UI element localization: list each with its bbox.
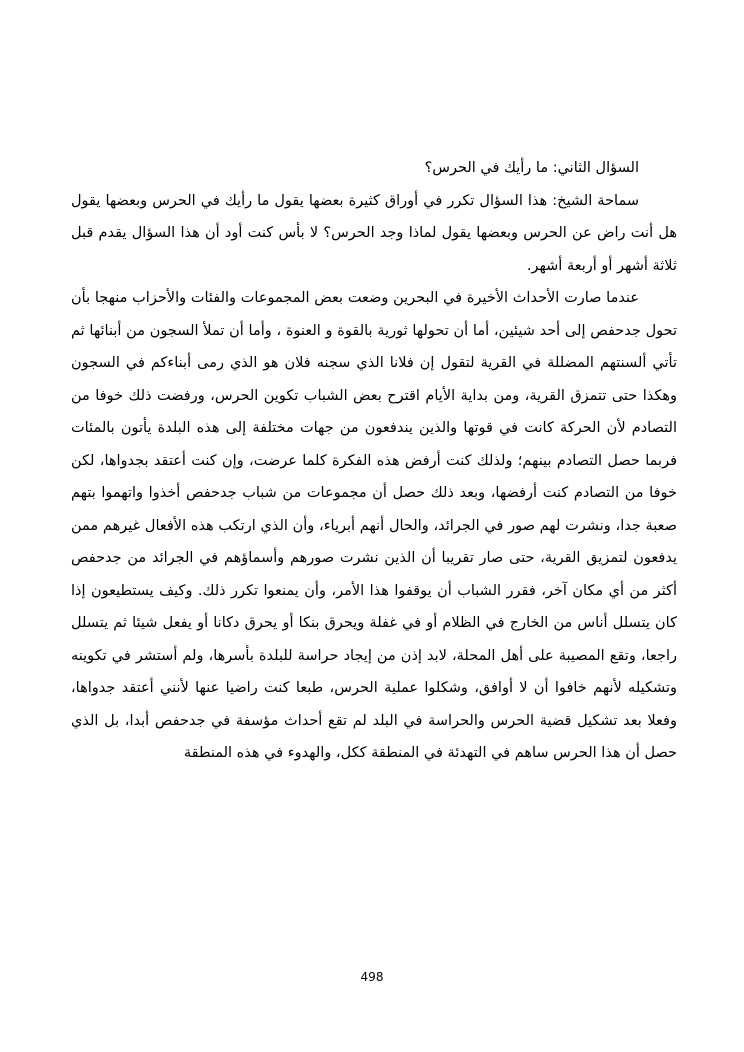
- body-text: [71, 152, 677, 770]
- question-heading: السؤال الثاني: ما رأيك في الحرس؟: [424, 160, 639, 176]
- body-paragraph: عندما صارت الأحداث الأخيرة في البحرين وضعت بعض المجموعات والفئات والأحزاب منهجا بأن تحول جدحفص إلى أحد شيئين، أما أن تحولها ثورية بالقوة و العنوة ، وأما أن تملأ السجون من أبنائها ثم تأتي ألسنتهم المضللة في القرية لتقول إن فلانا الذي سجنه فلان هو الذي رمى أبناءكم في السجون وهكذا حتى تتمزق القرية، ومن بداية الأيام اقترح بعض الشباب تكوين الحرس، ورفضت ذلك خوفا من التصادم لأن الحركة كانت في قوتها والذين يندفعون من جهات مختلفة إلى هذه البلدة يأتون بالمئات فربما حصل التصادم بينهم؛ ولذلك كنت أرفض هذه الفكرة كلما عرضت، وإن كنت أعتقد بجدواها، لكن خوفا من التصادم كنت أرفضها، وبعد ذلك حصل أن مجموعات من شباب جدحفص أخذوا واتهموا بتهم صعبة جدا، ونشرت لهم صور في الجرائد، والحال أنهم أبرياء، وأن الذي ارتكب هذه الأفعال غيرهم ممن يدفعون لتمزيق القرية، حتى صار تقريبا أن الذين نشرت صورهم وأسماؤهم في الجرائد من جدحفص أكثر من أي مكان آخر، فقرر الشباب أن يوقفوا هذا الأمر، وأن يمنعوا تكرر ذلك. وكيف يستطيعون إذا كان يتسلل أناس من الخارج في الظلام أو في غفلة ويحرق بنكا أو يحرق دكانا أو يفعل شيئا ثم يتسلل راجعا، وتقع المصيبة على أهل المحلة، لابد إذن من إيجاد حراسة للبلدة بأسرها، ولم أستشر في تكوينه وتشكيله لأنهم خافوا أن لا أوافق، وشكلوا عملية الحرس، طبعا كنت راضيا عنها لأنني أعتقد جدواها، وفعلا بعد تشكيل قضية الحرس والحراسة في البلد لم تقع أحداث مؤسفة في جدحفص أبدا، بل الذي حصل أن هذا الحرس ساهم في التهدئة في المنطقة ككل، والهدوء في هذه المنطقة: [71, 290, 677, 761]
- answer-paragraph: سماحة الشيخ: هذا السؤال تكرر في أوراق كثيرة بعضها يقول ما رأيك في الحرس وبعضها يقول هل أنت راض عن الحرس وبعضها يقول لماذا وجد الحرس؟ لا بأس كنت أود أن هذا السؤال يقدم قبل ثلاثة أشهر أو أربعة أشهر.: [71, 192, 677, 274]
- page-number: 498: [360, 970, 384, 984]
